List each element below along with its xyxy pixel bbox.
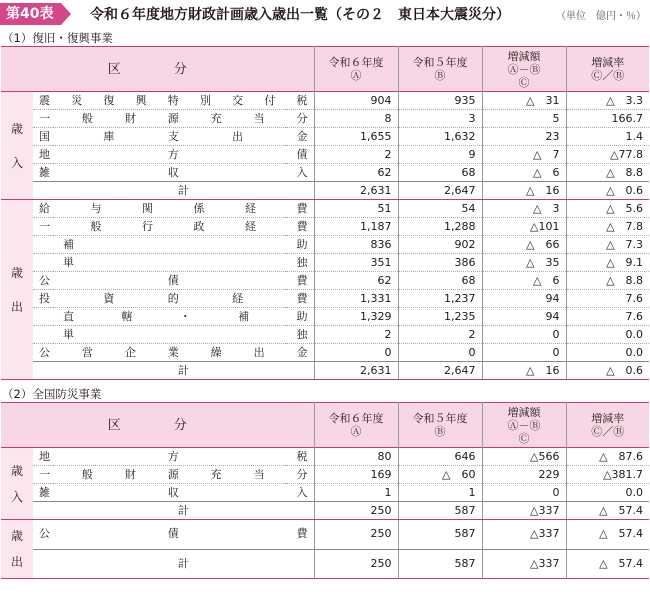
cell-v1: 1,655 [314,128,398,146]
table-row [1,200,649,218]
total-v3: △ 16 [482,362,566,380]
column-header-line: Ⓒ／Ⓑ [591,69,625,82]
row-label-text: 公債費 [39,527,308,541]
row-label-text: 一般財源充当分 [39,111,308,125]
cell-v2: 935 [398,92,482,110]
total-spacer [33,362,53,380]
category-char: 歳 [10,121,23,136]
cell-v3: 0 [482,484,566,502]
cell-v1: 8 [314,110,398,128]
category-label [1,448,33,520]
column-header-4 [566,403,649,448]
table-number-badge: 第40表 [0,3,61,25]
cell-v2: 68 [398,164,482,182]
cell-v2: 1,237 [398,290,482,308]
table-title: 令和６年度地方財政計画歳入歳出一覧（その２ 東日本大震災分） [90,7,510,23]
category-char: 出 [10,555,23,569]
cell-v1: 2 [314,146,398,164]
category-char: 入 [10,155,23,170]
cell-v4: 7.6 [566,290,649,308]
cell-v2: 68 [398,272,482,290]
cell-v2: 1,632 [398,128,482,146]
row-label-text: 雑収入 [39,485,308,499]
total-v2: 2,647 [398,182,482,200]
cell-v3: 0 [482,344,566,362]
cell-v1: 351 [314,254,398,272]
category-char: 歳 [10,529,23,543]
row-label [33,520,314,550]
row-label [33,218,314,236]
category-label [1,520,33,579]
row-label [33,448,314,466]
column-header-line: Ⓒ [518,431,530,445]
total-label: 計 [53,549,314,579]
total-row [1,362,649,380]
cell-v1: 1,187 [314,218,398,236]
column-header-line: 令和６年度 [328,56,384,69]
cell-v1: 2 [314,326,398,344]
total-v1: 250 [314,502,398,520]
category-label [1,92,33,200]
cell-v4: 0.0 [566,326,649,344]
total-label: 計 [53,502,314,520]
row-label [33,110,314,128]
row-label [33,236,314,254]
row-label-text: 一般財源充当分 [39,467,308,481]
total-label: 計 [53,362,314,380]
cell-v2: 0 [398,344,482,362]
row-label [33,308,314,326]
table-row [1,290,649,308]
column-header-line: 増減額 [507,405,541,419]
cell-v2: 1,288 [398,218,482,236]
row-label-text: 単独 [63,327,308,341]
total-v3: △337 [482,549,566,579]
row-label [33,146,314,164]
row-label-text: 公営企業繰出金 [39,345,308,359]
row-label [33,484,314,502]
cell-v1: 169 [314,466,398,484]
cell-v2: 9 [398,146,482,164]
unit-note: （単位 億円・％） [556,11,646,22]
cell-v4: 7.6 [566,308,649,326]
column-header-line: Ⓐ－Ⓑ [507,62,541,76]
cell-v4: △77.8 [566,146,649,164]
total-spacer [33,502,53,520]
cell-v4: △ 8.8 [566,164,649,182]
table-row [1,218,649,236]
row-label-text: 公債費 [39,273,308,287]
table-row [1,344,649,362]
table-header [0,0,650,30]
row-label [33,466,314,484]
section1-table [1,46,649,380]
table-row [1,308,649,326]
cell-v3: △ 35 [482,254,566,272]
cell-v3: 0 [482,326,566,344]
row-label [33,272,314,290]
total-v1: 2,631 [314,362,398,380]
table-row [1,146,649,164]
total-v1: 250 [314,549,398,579]
column-header-1 [314,47,398,92]
table-row [1,254,649,272]
cell-v2: △ 60 [398,466,482,484]
cell-v1: 1,331 [314,290,398,308]
cell-v3: 23 [482,128,566,146]
cell-v1: 80 [314,448,398,466]
column-header-line: 増減率 [591,56,625,69]
cell-v3: 94 [482,308,566,326]
row-label [33,254,314,272]
section1-title: （1）復旧・復興事業 [2,31,113,45]
total-row [1,502,649,520]
cell-v2: 3 [398,110,482,128]
category-char: 入 [10,489,23,504]
table-row [1,448,649,466]
row-label-text: 投資的経費 [39,291,308,305]
cell-v2: 646 [398,448,482,466]
column-header-line: 令和６年度 [328,412,384,425]
column-header-line: 増減額 [507,49,541,63]
column-header-3 [482,403,566,448]
column-header-1 [314,403,398,448]
table-row [1,484,649,502]
column-header-4 [566,47,649,92]
cell-v2: 1,235 [398,308,482,326]
cell-v2: 587 [398,520,482,550]
total-v4: △ 57.4 [566,502,649,520]
table-row [1,128,649,146]
cell-v4: 0.0 [566,484,649,502]
row-label-text: 雑収入 [39,165,308,179]
total-v2: 587 [398,549,482,579]
row-label-text: 一般行政経費 [39,219,308,233]
table-row [1,110,649,128]
cell-v3: △ 3 [482,200,566,218]
column-header-line: 増減率 [591,412,625,425]
total-v2: 2,647 [398,362,482,380]
cell-v4: 166.7 [566,110,649,128]
column-header-row [1,47,649,92]
cell-v3: △ 66 [482,236,566,254]
row-label [33,92,314,110]
total-v4: △ 0.6 [566,182,649,200]
total-v4: △ 57.4 [566,549,649,579]
row-label-text: 地方税 [39,449,308,463]
cell-v1: 62 [314,164,398,182]
cell-v4: 0.0 [566,344,649,362]
column-header-2 [398,47,482,92]
cell-v4: △ 7.3 [566,236,649,254]
cell-v1: 51 [314,200,398,218]
row-label-text: 直轄・補助 [63,309,308,323]
total-spacer [33,549,53,579]
cell-v2: 54 [398,200,482,218]
table-row [1,326,649,344]
cell-v3: 94 [482,290,566,308]
row-label [33,344,314,362]
section2-title: （2）全国防災事業 [2,387,102,401]
row-label [33,326,314,344]
category-label [1,200,33,380]
cell-v1: 904 [314,92,398,110]
cell-v3: △101 [482,218,566,236]
row-label-text: 補助 [63,237,308,251]
cell-v3: 5 [482,110,566,128]
cell-v3: △ 6 [482,164,566,182]
column-header-line: Ⓐ－Ⓑ [507,418,541,432]
cell-v4: 1.4 [566,128,649,146]
cell-v2: 2 [398,326,482,344]
cell-v4: △ 5.6 [566,200,649,218]
cell-v4: △ 7.8 [566,218,649,236]
cell-v1: 1 [314,484,398,502]
cell-v3: △ 31 [482,92,566,110]
table-row [1,466,649,484]
kubun-header: 区 分 [1,403,314,448]
cell-v1: 836 [314,236,398,254]
category-char: 歳 [10,463,23,478]
table-row [1,520,649,550]
row-label-text: 給与関係経費 [39,201,308,215]
table-row [1,164,649,182]
total-v1: 2,631 [314,182,398,200]
total-v3: △ 16 [482,182,566,200]
total-v3: △337 [482,502,566,520]
table-row [1,92,649,110]
cell-v2: 386 [398,254,482,272]
column-header-line: Ⓒ [518,75,530,89]
cell-v4: △ 8.8 [566,272,649,290]
cell-v2: 1 [398,484,482,502]
cell-v1: 62 [314,272,398,290]
cell-v3: △337 [482,520,566,550]
cell-v3: △ 7 [482,146,566,164]
cell-v4: △381.7 [566,466,649,484]
category-char: 出 [10,299,23,314]
row-label [33,290,314,308]
total-v4: △ 0.6 [566,362,649,380]
table-row [1,236,649,254]
total-v2: 587 [398,502,482,520]
cell-v2: 902 [398,236,482,254]
total-row [1,182,649,200]
row-label [33,164,314,182]
row-label-text: 地方債 [39,147,308,161]
cell-v3: △ 6 [482,272,566,290]
column-header-line: Ⓒ／Ⓑ [591,425,625,438]
total-spacer [33,182,53,200]
total-row [1,549,649,579]
category-char: 歳 [10,265,23,280]
row-label-text: 単独 [63,255,308,269]
column-header-3 [482,47,566,92]
cell-v1: 1,329 [314,308,398,326]
cell-v1: 250 [314,520,398,550]
column-header-line: Ⓐ [350,425,362,438]
total-label: 計 [53,182,314,200]
column-header-line: 令和５年度 [412,56,468,69]
column-header-line: Ⓑ [434,69,446,82]
column-header-line: Ⓐ [350,69,362,82]
cell-v1: 0 [314,344,398,362]
column-header-line: Ⓑ [434,425,446,438]
row-label [33,128,314,146]
table-row [1,272,649,290]
row-label [33,200,314,218]
kubun-header: 区 分 [1,47,314,92]
cell-v3: 229 [482,466,566,484]
cell-v4: △ 9.1 [566,254,649,272]
column-header-line: 令和５年度 [412,412,468,425]
column-header-row [1,403,649,448]
cell-v4: △ 57.4 [566,520,649,550]
cell-v4: △ 87.6 [566,448,649,466]
cell-v3: △566 [482,448,566,466]
cell-v4: △ 3.3 [566,92,649,110]
row-label-text: 国庫支出金 [39,129,308,143]
section2-table [1,402,649,579]
column-header-2 [398,403,482,448]
row-label-text: 震災復興特別交付税 [39,93,308,107]
